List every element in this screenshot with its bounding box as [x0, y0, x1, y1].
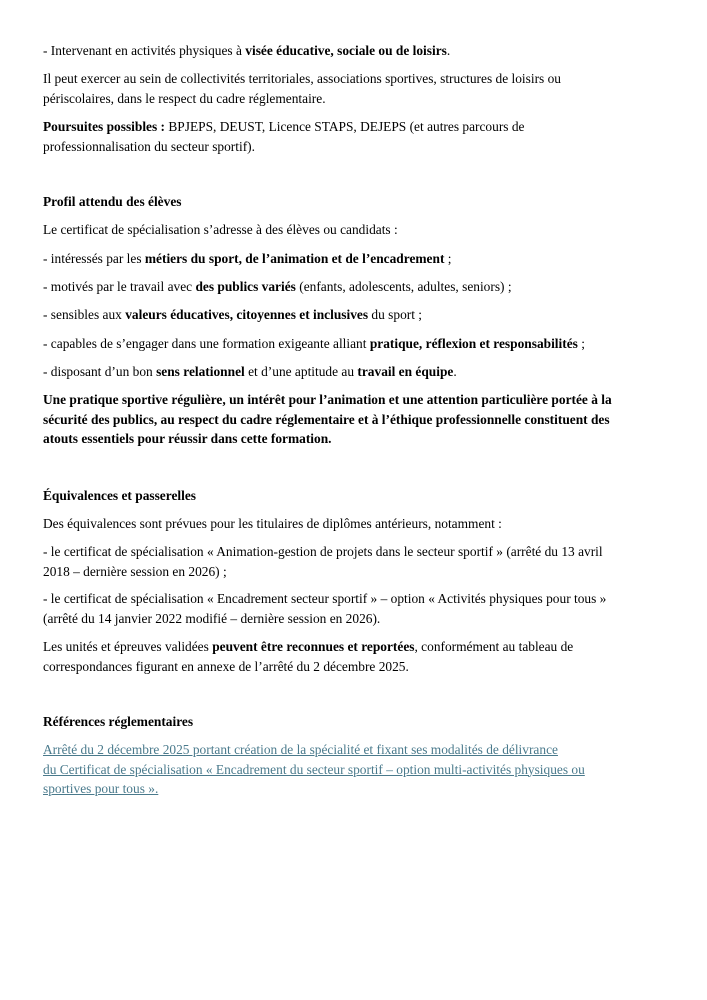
equivalences-intro: Des équivalences sont prévues pour les titulaires de diplômes antérieurs, notamment :	[43, 516, 502, 531]
profil-intro: Le certificat de spécialisation s’adresse à des élèves ou candidats :	[43, 222, 398, 237]
equivalences-item: - le certificat de spécialisation « Animation-gestion de projets dans le secteur sportif » (arrêté du 13 avril 2018 – dernière session en 2026) ;	[43, 544, 603, 579]
reference-link[interactable]: Arrêté du 2 décembre 2025 portant création de la spécialité et fixant ses modalités de délivrance du Certificat de spécialisation « Encadrement du secteur sportif – option multi-activités physiques ou sportives pour tous ».	[43, 742, 585, 797]
profil-item: - intéressés par les métiers du sport, de l’animation et de l’encadrement ;	[43, 251, 452, 266]
references-paragraph	[43, 740, 663, 799]
equivalences-heading: Équivalences et passerelles	[43, 488, 196, 503]
profil-item: - sensibles aux valeurs éducatives, citoyennes et inclusives du sport ;	[43, 307, 423, 322]
profil-item: - disposant d’un bon sens relationnel et d’une aptitude au travail en équipe.	[43, 364, 457, 379]
poursuites-paragraph: Poursuites possibles : BPJEPS, DEUST, Licence STAPS, DEJEPS (et autres parcours de professionnalisation du secteur sportif).	[43, 119, 525, 154]
profil-heading: Profil attendu des élèves	[43, 194, 182, 209]
intro-bullet: - Intervenant en activités physiques à visée éducative, sociale ou de loisirs.	[43, 43, 451, 58]
equivalences-units-paragraph: Les unités et épreuves validées peuvent être reconnues et reportées, conformément au tableau de correspondances figurant en annexe de l’arrêté du 2 décembre 2025.	[43, 639, 574, 674]
profil-item: - capables de s’engager dans une formation exigeante alliant pratique, réflexion et responsabilités ;	[43, 336, 585, 351]
profil-item: - motivés par le travail avec des publics variés (enfants, adolescents, adultes, seniors) ;	[43, 279, 512, 294]
references-heading: Références réglementaires	[43, 714, 194, 729]
profil-conclusion: Une pratique sportive régulière, un intérêt pour l’animation et une attention particulière portée à la sécurité des publics, au respect du cadre réglementaire et à l’éthique professionnelle constituent des atouts essentiels pour réussir dans cette formation.	[43, 392, 612, 447]
intro-exercise-paragraph: Il peut exercer au sein de collectivités territoriales, associations sportives, structures de loisirs ou périscolaires, dans le respect du cadre réglementaire.	[43, 71, 561, 106]
equivalences-item: - le certificat de spécialisation « Encadrement secteur sportif » – option « Activités physiques pour tous » (arrêté du 14 janvier 2022 modifié – dernière session en 2026).	[43, 591, 607, 626]
